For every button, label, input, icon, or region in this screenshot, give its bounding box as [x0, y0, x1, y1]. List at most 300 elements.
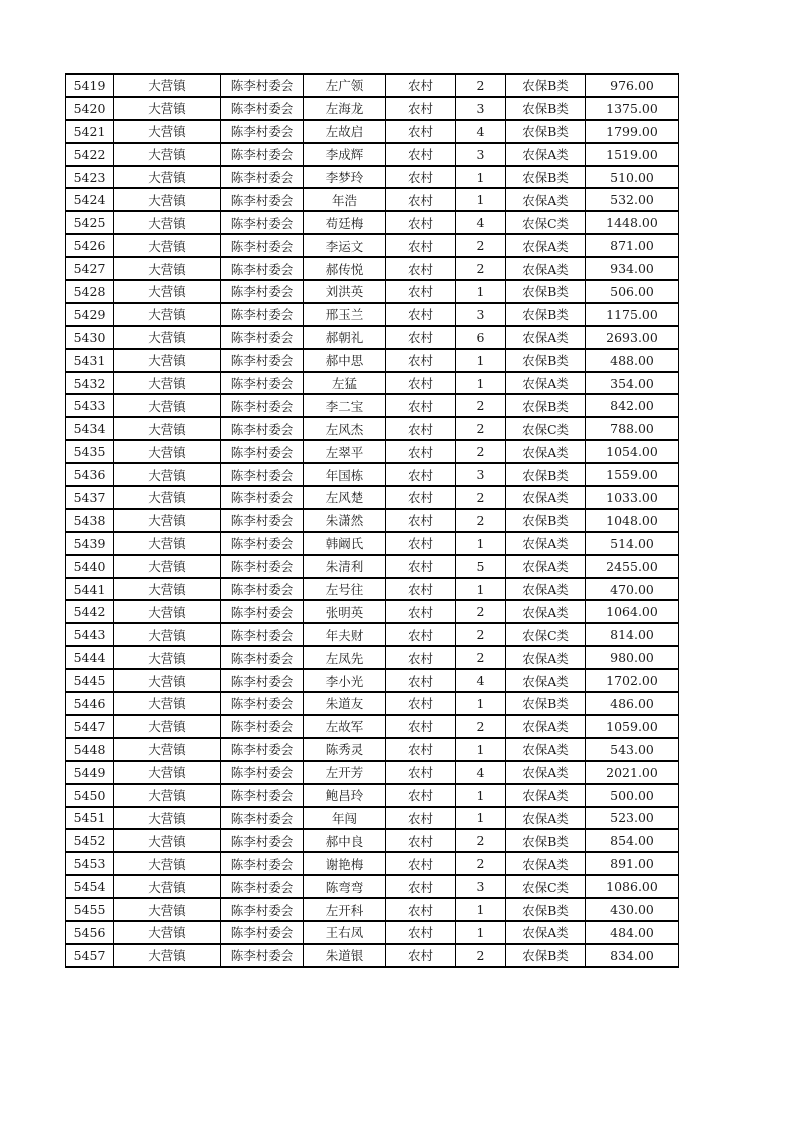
amount-cell: 854.00 — [586, 829, 679, 852]
village-committee-cell: 陈李村委会 — [221, 600, 304, 623]
household-type-cell: 农村 — [386, 715, 456, 738]
amount-cell: 891.00 — [586, 852, 679, 875]
amount-cell: 788.00 — [586, 417, 679, 440]
table-row — [66, 349, 679, 372]
table-row — [66, 600, 679, 623]
person-count-cell: 4 — [456, 669, 506, 692]
amount-cell: 1048.00 — [586, 509, 679, 532]
person-name-cell: 李小光 — [304, 669, 386, 692]
village-committee-cell: 陈李村委会 — [221, 166, 304, 189]
insurance-category-cell: 农保B类 — [506, 349, 586, 372]
household-type-cell: 农村 — [386, 921, 456, 944]
amount-cell: 834.00 — [586, 944, 679, 967]
town-cell: 大营镇 — [114, 807, 221, 830]
serial-cell: 5457 — [66, 944, 114, 967]
household-type-cell: 农村 — [386, 211, 456, 234]
village-committee-cell: 陈李村委会 — [221, 829, 304, 852]
village-committee-cell: 陈李村委会 — [221, 646, 304, 669]
person-name-cell: 左风楚 — [304, 486, 386, 509]
insurance-category-cell: 农保A类 — [506, 715, 586, 738]
table-row — [66, 509, 679, 532]
village-committee-cell: 陈李村委会 — [221, 188, 304, 211]
household-type-cell: 农村 — [386, 509, 456, 532]
table-row — [66, 875, 679, 898]
table-row — [66, 692, 679, 715]
insurance-category-cell: 农保B类 — [506, 120, 586, 143]
table-row — [66, 578, 679, 601]
household-type-cell: 农村 — [386, 188, 456, 211]
person-count-cell: 2 — [456, 486, 506, 509]
town-cell: 大营镇 — [114, 166, 221, 189]
person-name-cell: 王右凤 — [304, 921, 386, 944]
household-type-cell: 农村 — [386, 394, 456, 417]
person-count-cell: 1 — [456, 738, 506, 761]
village-committee-cell: 陈李村委会 — [221, 120, 304, 143]
table-row — [66, 829, 679, 852]
serial-cell: 5423 — [66, 166, 114, 189]
town-cell: 大营镇 — [114, 692, 221, 715]
household-type-cell: 农村 — [386, 280, 456, 303]
person-name-cell: 年夫财 — [304, 623, 386, 646]
town-cell: 大营镇 — [114, 715, 221, 738]
insurance-category-cell: 农保B类 — [506, 166, 586, 189]
household-type-cell: 农村 — [386, 692, 456, 715]
village-committee-cell: 陈李村委会 — [221, 669, 304, 692]
person-count-cell: 3 — [456, 875, 506, 898]
serial-cell: 5456 — [66, 921, 114, 944]
person-count-cell: 2 — [456, 600, 506, 623]
person-name-cell: 郝中良 — [304, 829, 386, 852]
village-committee-cell: 陈李村委会 — [221, 234, 304, 257]
person-name-cell: 年国栋 — [304, 463, 386, 486]
table-row — [66, 303, 679, 326]
person-count-cell: 3 — [456, 143, 506, 166]
insurance-category-cell: 农保A类 — [506, 143, 586, 166]
person-name-cell: 刘洪英 — [304, 280, 386, 303]
amount-cell: 1059.00 — [586, 715, 679, 738]
amount-cell: 1519.00 — [586, 143, 679, 166]
village-committee-cell: 陈李村委会 — [221, 97, 304, 120]
insurance-category-cell: 农保A类 — [506, 326, 586, 349]
town-cell: 大营镇 — [114, 829, 221, 852]
village-committee-cell: 陈李村委会 — [221, 738, 304, 761]
person-name-cell: 朱潇然 — [304, 509, 386, 532]
table-row — [66, 623, 679, 646]
person-count-cell: 2 — [456, 623, 506, 646]
village-committee-cell: 陈李村委会 — [221, 761, 304, 784]
household-type-cell: 农村 — [386, 166, 456, 189]
insurance-category-cell: 农保A类 — [506, 555, 586, 578]
person-name-cell: 左故军 — [304, 715, 386, 738]
amount-cell: 1375.00 — [586, 97, 679, 120]
town-cell: 大营镇 — [114, 326, 221, 349]
amount-cell: 1175.00 — [586, 303, 679, 326]
serial-cell: 5447 — [66, 715, 114, 738]
person-name-cell: 邢玉兰 — [304, 303, 386, 326]
insurance-category-cell: 农保A类 — [506, 486, 586, 509]
insurance-category-cell: 农保B类 — [506, 829, 586, 852]
household-type-cell: 农村 — [386, 669, 456, 692]
amount-cell: 484.00 — [586, 921, 679, 944]
person-count-cell: 1 — [456, 532, 506, 555]
person-count-cell: 4 — [456, 761, 506, 784]
person-count-cell: 1 — [456, 784, 506, 807]
table-row — [66, 257, 679, 280]
town-cell: 大营镇 — [114, 120, 221, 143]
serial-cell: 5455 — [66, 898, 114, 921]
serial-cell: 5438 — [66, 509, 114, 532]
table-row — [66, 97, 679, 120]
table-row — [66, 417, 679, 440]
person-name-cell: 李梦玲 — [304, 166, 386, 189]
town-cell: 大营镇 — [114, 898, 221, 921]
person-name-cell: 李运文 — [304, 234, 386, 257]
serial-cell: 5430 — [66, 326, 114, 349]
insurance-category-cell: 农保A类 — [506, 257, 586, 280]
table-row — [66, 898, 679, 921]
insurance-category-cell: 农保B类 — [506, 509, 586, 532]
serial-cell: 5433 — [66, 394, 114, 417]
household-type-cell: 农村 — [386, 463, 456, 486]
serial-cell: 5440 — [66, 555, 114, 578]
serial-cell: 5444 — [66, 646, 114, 669]
person-count-cell: 1 — [456, 166, 506, 189]
amount-cell: 814.00 — [586, 623, 679, 646]
amount-cell: 1799.00 — [586, 120, 679, 143]
village-committee-cell: 陈李村委会 — [221, 486, 304, 509]
person-name-cell: 朱道银 — [304, 944, 386, 967]
person-name-cell: 张明英 — [304, 600, 386, 623]
person-name-cell: 左猛 — [304, 372, 386, 395]
table-row — [66, 852, 679, 875]
household-type-cell: 农村 — [386, 417, 456, 440]
household-type-cell: 农村 — [386, 532, 456, 555]
household-type-cell: 农村 — [386, 852, 456, 875]
amount-cell: 2021.00 — [586, 761, 679, 784]
insurance-category-cell: 农保B类 — [506, 692, 586, 715]
table-row — [66, 211, 679, 234]
serial-cell: 5419 — [66, 74, 114, 97]
insurance-category-cell: 农保A类 — [506, 921, 586, 944]
village-committee-cell: 陈李村委会 — [221, 532, 304, 555]
household-type-cell: 农村 — [386, 944, 456, 967]
person-name-cell: 韩阚氏 — [304, 532, 386, 555]
table-row — [66, 166, 679, 189]
town-cell: 大营镇 — [114, 921, 221, 944]
person-count-cell: 2 — [456, 715, 506, 738]
insurance-category-cell: 农保A类 — [506, 807, 586, 830]
person-count-cell: 1 — [456, 578, 506, 601]
amount-cell: 1559.00 — [586, 463, 679, 486]
household-type-cell: 农村 — [386, 578, 456, 601]
town-cell: 大营镇 — [114, 349, 221, 372]
town-cell: 大营镇 — [114, 600, 221, 623]
person-count-cell: 2 — [456, 829, 506, 852]
table-row — [66, 715, 679, 738]
village-committee-cell: 陈李村委会 — [221, 692, 304, 715]
village-committee-cell: 陈李村委会 — [221, 394, 304, 417]
person-count-cell: 2 — [456, 852, 506, 875]
town-cell: 大营镇 — [114, 509, 221, 532]
serial-cell: 5446 — [66, 692, 114, 715]
village-committee-cell: 陈李村委会 — [221, 715, 304, 738]
insurance-category-cell: 农保A类 — [506, 600, 586, 623]
person-name-cell: 郝朝礼 — [304, 326, 386, 349]
household-type-cell: 农村 — [386, 257, 456, 280]
serial-cell: 5424 — [66, 188, 114, 211]
town-cell: 大营镇 — [114, 738, 221, 761]
village-committee-cell: 陈李村委会 — [221, 944, 304, 967]
serial-cell: 5453 — [66, 852, 114, 875]
household-type-cell: 农村 — [386, 486, 456, 509]
amount-cell: 510.00 — [586, 166, 679, 189]
amount-cell: 1033.00 — [586, 486, 679, 509]
serial-cell: 5454 — [66, 875, 114, 898]
town-cell: 大营镇 — [114, 852, 221, 875]
table-row — [66, 555, 679, 578]
household-type-cell: 农村 — [386, 738, 456, 761]
village-committee-cell: 陈李村委会 — [221, 326, 304, 349]
household-type-cell: 农村 — [386, 875, 456, 898]
amount-cell: 523.00 — [586, 807, 679, 830]
village-committee-cell: 陈李村委会 — [221, 807, 304, 830]
table-row — [66, 120, 679, 143]
table-row — [66, 532, 679, 555]
village-committee-cell: 陈李村委会 — [221, 280, 304, 303]
town-cell: 大营镇 — [114, 74, 221, 97]
amount-cell: 1054.00 — [586, 440, 679, 463]
household-type-cell: 农村 — [386, 326, 456, 349]
household-type-cell: 农村 — [386, 234, 456, 257]
village-committee-cell: 陈李村委会 — [221, 898, 304, 921]
amount-cell: 543.00 — [586, 738, 679, 761]
person-name-cell: 左开科 — [304, 898, 386, 921]
amount-cell: 2455.00 — [586, 555, 679, 578]
insurance-category-cell: 农保A类 — [506, 372, 586, 395]
serial-cell: 5443 — [66, 623, 114, 646]
person-name-cell: 陈秀灵 — [304, 738, 386, 761]
village-committee-cell: 陈李村委会 — [221, 875, 304, 898]
person-name-cell: 郝传悦 — [304, 257, 386, 280]
serial-cell: 5445 — [66, 669, 114, 692]
serial-cell: 5436 — [66, 463, 114, 486]
village-committee-cell: 陈李村委会 — [221, 417, 304, 440]
amount-cell: 976.00 — [586, 74, 679, 97]
person-name-cell: 左海龙 — [304, 97, 386, 120]
insurance-roster-table — [65, 73, 679, 968]
person-count-cell: 2 — [456, 944, 506, 967]
village-committee-cell: 陈李村委会 — [221, 257, 304, 280]
insurance-category-cell: 农保A类 — [506, 761, 586, 784]
serial-cell: 5441 — [66, 578, 114, 601]
person-count-cell: 2 — [456, 74, 506, 97]
serial-cell: 5435 — [66, 440, 114, 463]
household-type-cell: 农村 — [386, 303, 456, 326]
serial-cell: 5420 — [66, 97, 114, 120]
serial-cell: 5422 — [66, 143, 114, 166]
town-cell: 大营镇 — [114, 532, 221, 555]
town-cell: 大营镇 — [114, 211, 221, 234]
person-name-cell: 年浩 — [304, 188, 386, 211]
person-name-cell: 李二宝 — [304, 394, 386, 417]
town-cell: 大营镇 — [114, 143, 221, 166]
household-type-cell: 农村 — [386, 97, 456, 120]
person-count-cell: 1 — [456, 188, 506, 211]
person-count-cell: 6 — [456, 326, 506, 349]
person-name-cell: 李成辉 — [304, 143, 386, 166]
amount-cell: 871.00 — [586, 234, 679, 257]
person-name-cell: 左广领 — [304, 74, 386, 97]
table-row — [66, 372, 679, 395]
household-type-cell: 农村 — [386, 784, 456, 807]
insurance-category-cell: 农保B类 — [506, 394, 586, 417]
town-cell: 大营镇 — [114, 303, 221, 326]
household-type-cell: 农村 — [386, 143, 456, 166]
amount-cell: 532.00 — [586, 188, 679, 211]
town-cell: 大营镇 — [114, 97, 221, 120]
village-committee-cell: 陈李村委会 — [221, 211, 304, 234]
town-cell: 大营镇 — [114, 234, 221, 257]
serial-cell: 5442 — [66, 600, 114, 623]
person-count-cell: 1 — [456, 921, 506, 944]
insurance-category-cell: 农保B类 — [506, 303, 586, 326]
household-type-cell: 农村 — [386, 440, 456, 463]
serial-cell: 5452 — [66, 829, 114, 852]
person-name-cell: 左翠平 — [304, 440, 386, 463]
town-cell: 大营镇 — [114, 784, 221, 807]
amount-cell: 506.00 — [586, 280, 679, 303]
person-name-cell: 朱清利 — [304, 555, 386, 578]
table-row — [66, 188, 679, 211]
village-committee-cell: 陈李村委会 — [221, 440, 304, 463]
amount-cell: 1448.00 — [586, 211, 679, 234]
village-committee-cell: 陈李村委会 — [221, 143, 304, 166]
town-cell: 大营镇 — [114, 417, 221, 440]
town-cell: 大营镇 — [114, 944, 221, 967]
insurance-category-cell: 农保A类 — [506, 440, 586, 463]
person-name-cell: 左开芳 — [304, 761, 386, 784]
insurance-category-cell: 农保A类 — [506, 532, 586, 555]
household-type-cell: 农村 — [386, 349, 456, 372]
household-type-cell: 农村 — [386, 898, 456, 921]
person-count-cell: 2 — [456, 646, 506, 669]
insurance-category-cell: 农保A类 — [506, 578, 586, 601]
village-committee-cell: 陈李村委会 — [221, 349, 304, 372]
town-cell: 大营镇 — [114, 875, 221, 898]
insurance-category-cell: 农保C类 — [506, 417, 586, 440]
serial-cell: 5426 — [66, 234, 114, 257]
person-count-cell: 4 — [456, 120, 506, 143]
insurance-category-cell: 农保A类 — [506, 234, 586, 257]
table-row — [66, 921, 679, 944]
household-type-cell: 农村 — [386, 829, 456, 852]
village-committee-cell: 陈李村委会 — [221, 74, 304, 97]
serial-cell: 5427 — [66, 257, 114, 280]
person-count-cell: 2 — [456, 394, 506, 417]
table-row — [66, 646, 679, 669]
person-name-cell: 年闯 — [304, 807, 386, 830]
amount-cell: 354.00 — [586, 372, 679, 395]
amount-cell: 514.00 — [586, 532, 679, 555]
table-row — [66, 486, 679, 509]
table-row — [66, 669, 679, 692]
village-committee-cell: 陈李村委会 — [221, 509, 304, 532]
insurance-category-cell: 农保A类 — [506, 646, 586, 669]
amount-cell: 486.00 — [586, 692, 679, 715]
town-cell: 大营镇 — [114, 188, 221, 211]
table-row — [66, 74, 679, 97]
household-type-cell: 农村 — [386, 600, 456, 623]
serial-cell: 5448 — [66, 738, 114, 761]
serial-cell: 5421 — [66, 120, 114, 143]
person-count-cell: 3 — [456, 97, 506, 120]
town-cell: 大营镇 — [114, 280, 221, 303]
village-committee-cell: 陈李村委会 — [221, 555, 304, 578]
person-count-cell: 1 — [456, 372, 506, 395]
person-count-cell: 2 — [456, 417, 506, 440]
table-row — [66, 807, 679, 830]
insurance-category-cell: 农保B类 — [506, 97, 586, 120]
town-cell: 大营镇 — [114, 486, 221, 509]
table-row — [66, 463, 679, 486]
serial-cell: 5425 — [66, 211, 114, 234]
amount-cell: 2693.00 — [586, 326, 679, 349]
amount-cell: 470.00 — [586, 578, 679, 601]
village-committee-cell: 陈李村委会 — [221, 852, 304, 875]
person-name-cell: 左风杰 — [304, 417, 386, 440]
table-row — [66, 761, 679, 784]
table-row — [66, 784, 679, 807]
person-name-cell: 左号往 — [304, 578, 386, 601]
person-count-cell: 2 — [456, 257, 506, 280]
person-name-cell: 郝中思 — [304, 349, 386, 372]
amount-cell: 934.00 — [586, 257, 679, 280]
table-row — [66, 440, 679, 463]
serial-cell: 5451 — [66, 807, 114, 830]
village-committee-cell: 陈李村委会 — [221, 784, 304, 807]
person-name-cell: 朱道友 — [304, 692, 386, 715]
village-committee-cell: 陈李村委会 — [221, 578, 304, 601]
town-cell: 大营镇 — [114, 257, 221, 280]
table-row — [66, 326, 679, 349]
insurance-category-cell: 农保B类 — [506, 74, 586, 97]
amount-cell: 1702.00 — [586, 669, 679, 692]
person-count-cell: 2 — [456, 234, 506, 257]
table-row — [66, 738, 679, 761]
town-cell: 大营镇 — [114, 555, 221, 578]
household-type-cell: 农村 — [386, 74, 456, 97]
serial-cell: 5450 — [66, 784, 114, 807]
serial-cell: 5431 — [66, 349, 114, 372]
village-committee-cell: 陈李村委会 — [221, 463, 304, 486]
person-count-cell: 2 — [456, 509, 506, 532]
serial-cell: 5434 — [66, 417, 114, 440]
insurance-category-cell: 农保C类 — [506, 623, 586, 646]
insurance-category-cell: 农保C类 — [506, 211, 586, 234]
amount-cell: 500.00 — [586, 784, 679, 807]
person-count-cell: 4 — [456, 211, 506, 234]
person-count-cell: 1 — [456, 692, 506, 715]
town-cell: 大营镇 — [114, 646, 221, 669]
town-cell: 大营镇 — [114, 578, 221, 601]
person-name-cell: 苟廷梅 — [304, 211, 386, 234]
person-count-cell: 1 — [456, 807, 506, 830]
insurance-category-cell: 农保B类 — [506, 944, 586, 967]
person-name-cell: 谢艳梅 — [304, 852, 386, 875]
household-type-cell: 农村 — [386, 646, 456, 669]
amount-cell: 980.00 — [586, 646, 679, 669]
town-cell: 大营镇 — [114, 463, 221, 486]
